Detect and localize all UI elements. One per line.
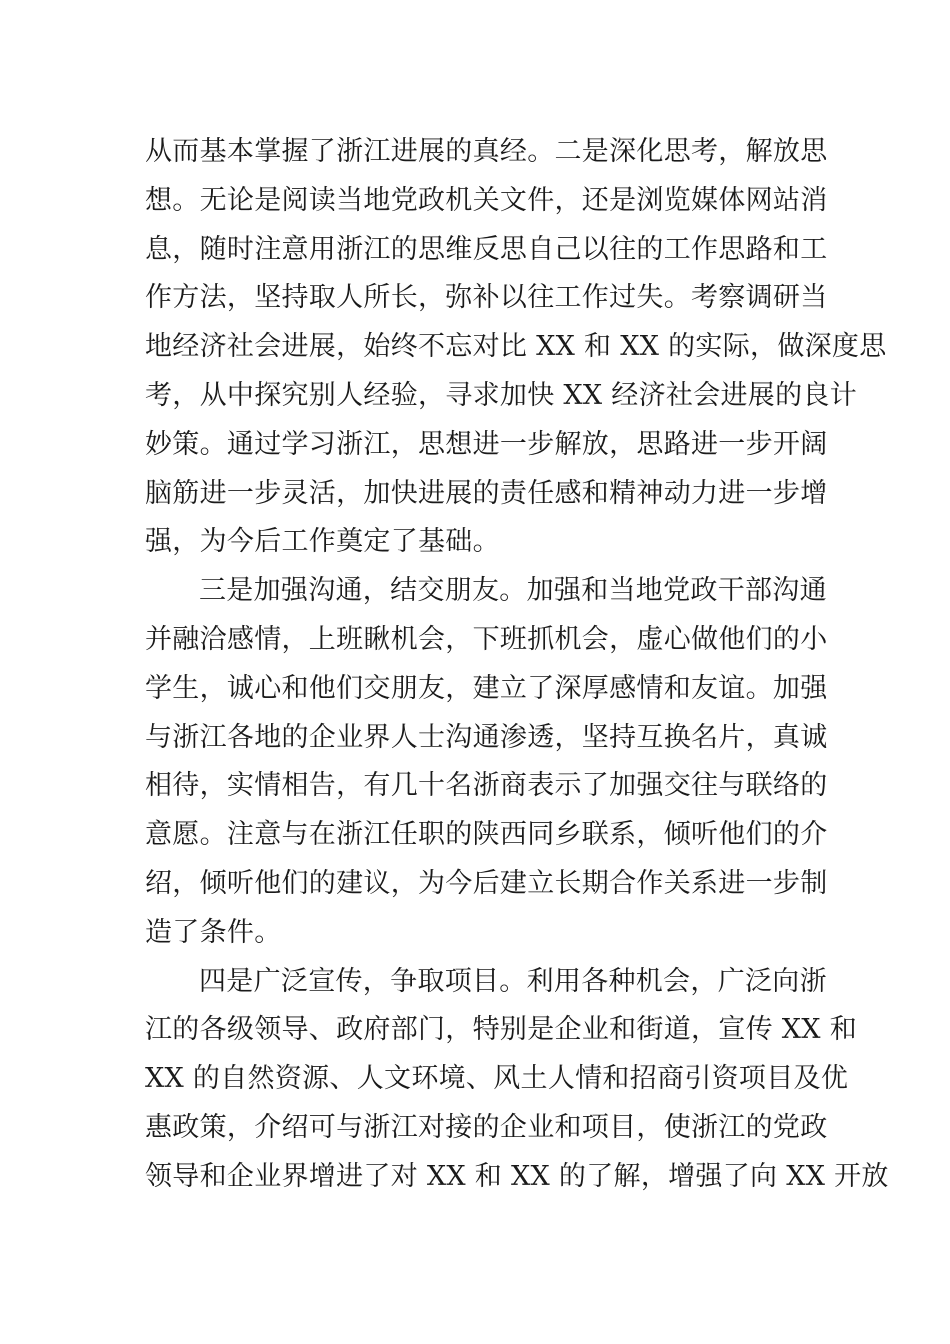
text-line: 息，随时注意用浙江的思维反思自己以往的工作思路和工 bbox=[145, 233, 828, 265]
text-line: 强，为今后工作奠定了基础。 bbox=[145, 526, 500, 558]
text-line: 学生，诚心和他们交朋友，建立了深厚感情和友谊。加强 bbox=[145, 672, 828, 704]
text-line: 江的各级领导、政府部门，特别是企业和街道，宣传 XX 和 bbox=[145, 1014, 858, 1046]
text-line: 想。无论是阅读当地党政机关文件，还是浏览媒体网站消 bbox=[145, 184, 828, 216]
text-line: 三是加强沟通，结交朋友。加强和当地党政干部沟通 bbox=[199, 575, 827, 607]
text-line: 造了条件。 bbox=[145, 916, 282, 948]
text-line: 惠政策，介绍可与浙江对接的企业和项目，使浙江的党政 bbox=[145, 1111, 828, 1143]
text-line: 并融洽感情，上班瞅机会，下班抓机会，虚心做他们的小 bbox=[145, 623, 828, 655]
text-line: 地经济社会进展，始终不忘对比 XX 和 XX 的实际，做深度思 bbox=[145, 331, 887, 363]
text-line: 相待，实情相告，有几十名浙商表示了加强交往与联络的 bbox=[145, 770, 828, 802]
text-line: 从而基本掌握了浙江进展的真经。二是深化思考，解放思 bbox=[145, 136, 828, 167]
text-line: 领导和企业界增进了对 XX 和 XX 的了解，增强了向 XX 开放 bbox=[145, 1160, 889, 1192]
text-line: 作方法，坚持取人所长，弥补以往工作过失。考察调研当 bbox=[145, 282, 828, 314]
text-line: 与浙江各地的企业界人士沟通渗透，坚持互换名片，真诚 bbox=[145, 721, 828, 753]
text-line: XX 的自然资源、人文环境、风土人情和招商引资项目及优 bbox=[145, 1063, 849, 1095]
text-line: 绍，倾听他们的建议，为今后建立长期合作关系进一步制 bbox=[145, 867, 828, 899]
text-line: 脑筋进一步灵活，加快进展的责任感和精神动力进一步增 bbox=[145, 477, 828, 509]
text-line: 四是广泛宣传，争取项目。利用各种机会，广泛向浙 bbox=[199, 965, 827, 997]
text-line: 妙策。通过学习浙江，思想进一步解放，思路进一步开阔 bbox=[145, 428, 828, 460]
text-line: 考，从中探究别人经验，寻求加快 XX 经济社会进展的良计 bbox=[145, 379, 858, 411]
text-line: 意愿。注意与在浙江任职的陕西同乡联系，倾听他们的介 bbox=[145, 819, 828, 851]
document-body bbox=[145, 128, 889, 1202]
